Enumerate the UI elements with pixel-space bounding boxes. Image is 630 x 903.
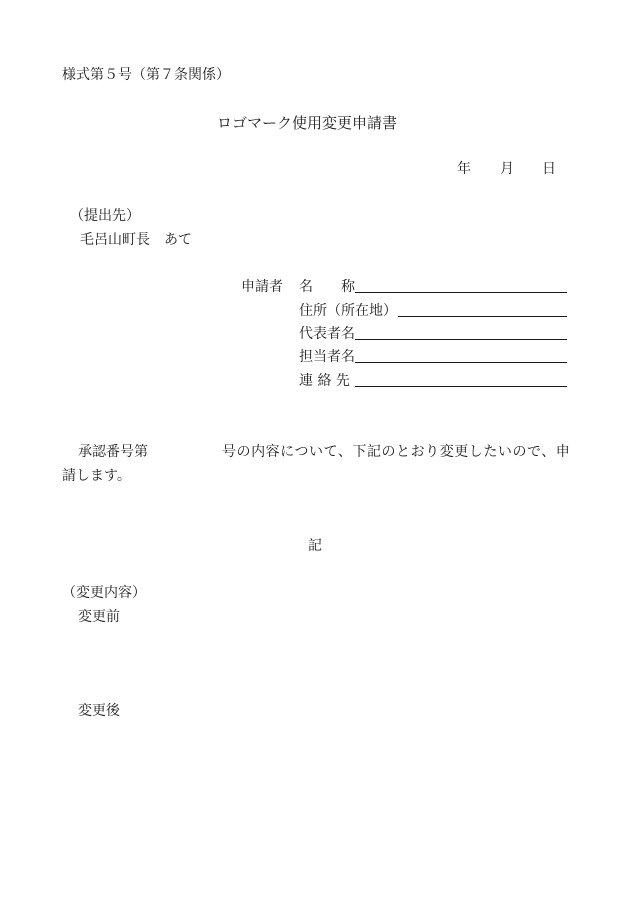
- change-before-label: 変更前: [78, 609, 120, 625]
- date-year-label: 年: [457, 161, 471, 177]
- applicant-name-line: [355, 292, 567, 293]
- applicant-name-label: 名 称: [299, 279, 355, 295]
- change-after-label: 変更後: [78, 703, 120, 719]
- applicant-contact-line: [355, 386, 567, 387]
- body-line2: 請します。: [62, 468, 131, 484]
- applicant-contact-label: 連 絡 先: [299, 373, 350, 389]
- applicant-address-label: 住所（所在地）: [299, 303, 397, 319]
- change-heading: （変更内容）: [62, 585, 146, 601]
- date-day-label: 日: [542, 161, 556, 177]
- form-number: 様式第５号（第７条関係）: [62, 67, 230, 83]
- applicant-contact-person-label: 担当者名: [299, 349, 355, 365]
- body-suffix: 号の内容について、下記のとおり変更したいので、申: [222, 444, 571, 460]
- body-prefix: 承認番号第: [78, 444, 148, 460]
- applicant-contact-person-line: [355, 362, 567, 363]
- applicant-address-line: [398, 316, 567, 317]
- document-title: ロゴマーク使用変更申請書: [217, 114, 398, 132]
- applicant-representative-line: [355, 339, 567, 340]
- recipient-name: 毛呂山町長 あて: [80, 232, 192, 248]
- date-month-label: 月: [500, 161, 514, 177]
- ki-label: 記: [308, 538, 322, 554]
- applicant-representative-label: 代表者名: [299, 326, 355, 342]
- applicant-label: 申請者: [241, 279, 283, 295]
- recipient-heading: （提出先）: [70, 208, 140, 224]
